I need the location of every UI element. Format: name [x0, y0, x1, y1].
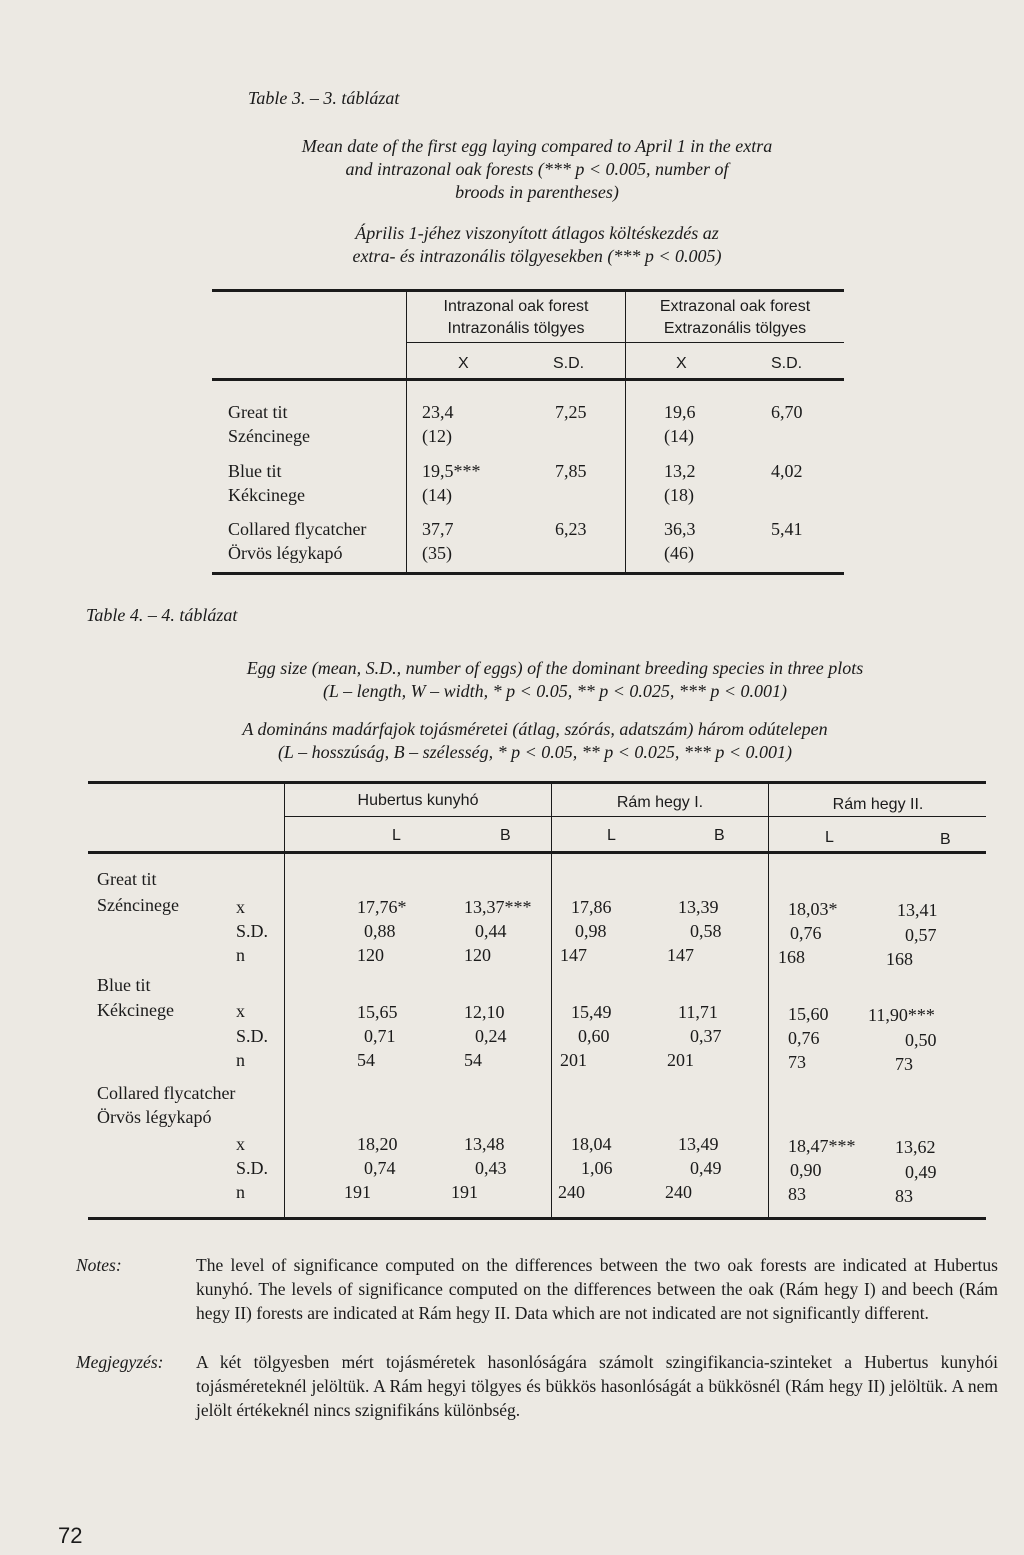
table3-cell: (14) — [664, 426, 694, 446]
table3-cell: 6,70 — [771, 402, 803, 422]
table4-cell: 17,86 — [571, 897, 612, 917]
table4-stat-label: x — [236, 1134, 245, 1154]
table4-cell: 0,90 — [790, 1160, 822, 1180]
table4-cell: 1,06 — [581, 1158, 613, 1178]
table3-species-name: Great tit — [228, 402, 288, 422]
table4-cell: 15,49 — [571, 1002, 612, 1022]
table4-cell: 13,49 — [678, 1134, 719, 1154]
table4-cell: 191 — [451, 1182, 478, 1202]
table4-cell: 13,62 — [895, 1137, 936, 1157]
table4-cell: 13,41 — [897, 900, 938, 920]
table4-cell: 168 — [778, 947, 805, 967]
table4-stat-label: x — [236, 897, 245, 917]
table4-stat-label: S.D. — [236, 1026, 269, 1046]
notes-text-en: The level of significance computed on the differences between the two oak forests are indicated at Hubertus kunyhó. The levels of significance computed on the differences between the oak (Rám hegy I) and beech (Rám hegy II) forests are indicated at Rám hegy II. Data which are not indicated are not significantly different. — [196, 1255, 998, 1323]
page-number: 72 — [58, 1523, 83, 1548]
table4-cell: 12,10 — [464, 1002, 505, 1022]
table3-cell: 7,25 — [555, 402, 587, 422]
table4-species-name: Collared flycatcher — [97, 1083, 236, 1103]
table4-caption-en: Egg size (mean, S.D., number of eggs) of the dominant breeding species in three plots (L – length, W – width, * p < 0.05, ** p < 0.025, *** p < 0.001) — [246, 658, 864, 701]
table4-stat-label: n — [236, 1182, 245, 1202]
table4-cell: 240 — [665, 1182, 692, 1202]
table3-subcol-header: S.D. — [771, 355, 803, 372]
table3-cell: (35) — [422, 543, 452, 563]
table4-col-divider — [284, 782, 285, 1218]
table4-subcol-header: B — [500, 827, 511, 844]
table3-cell: 13,2 — [664, 461, 696, 481]
table3-cell: 36,3 — [664, 519, 696, 539]
table4-cell: 18,04 — [571, 1134, 612, 1154]
table4-stat-label: x — [236, 1001, 245, 1021]
table3-cell: 7,85 — [555, 461, 587, 481]
table3-group-header: Intrazonal oak forest Intrazonális tölgyes — [443, 298, 589, 337]
table4-cell: 0,44 — [475, 921, 507, 941]
table3-caption-en: Mean date of the first egg laying compared to April 1 in the extra and intrazonal oak forests (*** p < 0.005, number of broods in parentheses) — [301, 136, 773, 202]
table4-cell: 0,88 — [364, 921, 396, 941]
table3-cell: 6,23 — [555, 519, 587, 539]
table4-species-name: Blue tit — [97, 975, 151, 995]
table4-cell: 54 — [464, 1050, 482, 1070]
table3-cell: 23,4 — [422, 402, 454, 422]
table4-cell: 13,37*** — [464, 897, 532, 917]
table4-site-header: Rám hegy I. — [616, 794, 704, 811]
table4-cell: 0,98 — [575, 921, 607, 941]
table4-col-divider — [768, 782, 769, 1218]
table4-col-divider — [551, 782, 552, 1218]
table4-cell: 147 — [667, 945, 694, 965]
table4-cell: 0,24 — [475, 1026, 507, 1046]
table4-cell: 0,50 — [905, 1030, 937, 1050]
table4-species-name: Örvös légykapó — [97, 1107, 212, 1127]
table4-header-rule — [88, 851, 986, 854]
table4-cell: 0,43 — [475, 1158, 507, 1178]
table4-subheader-rule — [284, 816, 986, 817]
table4-cell: 0,49 — [690, 1158, 722, 1178]
table4-subcol-header: B — [714, 827, 725, 844]
table4-cell: 0,76 — [788, 1028, 820, 1048]
table4-cell: 17,76* — [357, 897, 407, 917]
table4-cell: 18,47*** — [788, 1136, 856, 1156]
table3-species-name: Blue tit — [228, 461, 282, 481]
table4-cell: 201 — [667, 1050, 694, 1070]
table4-species-name: Széncinege — [97, 895, 179, 915]
notes-label-hu: Megjegyzés: — [76, 1352, 164, 1372]
table4-cell: 120 — [357, 945, 384, 965]
table3-species-name: Örvös légykapó — [228, 543, 343, 563]
table4-cell: 54 — [357, 1050, 375, 1070]
table3-subcol-header: X — [458, 355, 469, 372]
table4-subcol-header: L — [607, 827, 616, 844]
table4-cell: 13,48 — [464, 1134, 505, 1154]
table4-top-rule — [88, 781, 986, 784]
table4-cell: 18,20 — [357, 1134, 398, 1154]
table4-subcol-header: B — [940, 831, 951, 848]
table3-cell: (46) — [664, 543, 694, 563]
table4-cell: 120 — [464, 945, 491, 965]
table4-bottom-rule — [88, 1217, 986, 1220]
table3-cell: (18) — [664, 485, 694, 505]
table3-subcol-header: X — [676, 355, 687, 372]
table4-cell: 73 — [895, 1054, 913, 1074]
table3-label: Table 3. – 3. táblázat — [248, 88, 400, 108]
table4-site-header: Hubertus kunyhó — [357, 792, 479, 809]
table4-label: Table 4. – 4. táblázat — [86, 605, 238, 625]
table4-cell: 83 — [895, 1186, 913, 1206]
table4-cell: 0,74 — [364, 1158, 396, 1178]
table4-cell: 201 — [560, 1050, 587, 1070]
table4-cell: 0,60 — [578, 1026, 610, 1046]
table3-cell: 19,5*** — [422, 461, 481, 481]
table4-caption-hu: A domináns madárfajok tojásméretei (átlag, szórás, adatszám) három odútelepen (L – hosszúság, B – szélesség, * p < 0.05, ** p < 0.025, *** p < 0.001) — [242, 719, 828, 762]
table4-cell: 0,49 — [905, 1162, 937, 1182]
table3-species-name: Kékcinege — [228, 485, 305, 505]
table4-stat-label: n — [236, 945, 245, 965]
table3-cell: 4,02 — [771, 461, 803, 481]
table4-cell: 0,37 — [690, 1026, 722, 1046]
table4-cell: 18,03* — [788, 899, 838, 919]
table3-caption-hu: Április 1-jéhez viszonyított átlagos költéskezdés az extra- és intrazonális tölgyesekben (*** p < 0.005) — [352, 223, 722, 266]
table4-stat-label: S.D. — [236, 1158, 269, 1178]
table4-cell: 15,65 — [357, 1002, 398, 1022]
table4-cell: 0,76 — [790, 923, 822, 943]
table4-species-name: Great tit — [97, 869, 157, 889]
table4-cell: 13,39 — [678, 897, 719, 917]
table4-cell: 240 — [558, 1182, 585, 1202]
table3-top-rule — [212, 289, 844, 292]
table4-subcol-header: L — [825, 829, 834, 846]
table3-subcol-header: S.D. — [553, 355, 585, 372]
table4-cell: 0,57 — [905, 925, 937, 945]
table3-cell: (12) — [422, 426, 452, 446]
table3-species-name: Széncinege — [228, 426, 310, 446]
table4-cell: 0,58 — [690, 921, 722, 941]
table4-cell: 147 — [560, 945, 587, 965]
table4-stat-label: n — [236, 1050, 245, 1070]
table4-subcol-header: L — [392, 827, 401, 844]
notes-label-en: Notes: — [76, 1255, 122, 1275]
table3-header-rule — [212, 378, 844, 381]
table3-cell: 5,41 — [771, 519, 803, 539]
table4-cell: 168 — [886, 949, 913, 969]
table4-cell: 0,71 — [364, 1026, 396, 1046]
table3-bottom-rule — [212, 572, 844, 575]
table4-cell: 11,90*** — [868, 1005, 935, 1025]
table4-cell: 11,71 — [678, 1002, 718, 1022]
notes-text-hu: A két tölgyesben mért tojásméretek hasonlóságára számolt szingifikancia-szinteket a Hubertus kunyhói tojásméreteknél jelöltük. A Rám hegyi tölgyes és bükkös hasonlóságát a bükkösnél (Rám hegy II) jelöltük. A nem jelölt értékeknél nincs szignifikáns különbség. — [196, 1352, 998, 1420]
table3-cell: 37,7 — [422, 519, 454, 539]
table3-col-divider — [406, 290, 407, 573]
table3-cell: (14) — [422, 485, 452, 505]
table3-species-name: Collared flycatcher — [228, 519, 367, 539]
table4-cell: 73 — [788, 1052, 806, 1072]
table3-group-header: Extrazonal oak forest Extrazonális tölgyes — [659, 298, 811, 337]
table4-cell: 15,60 — [788, 1004, 829, 1024]
table4-stat-label: S.D. — [236, 921, 269, 941]
table4-cell: 83 — [788, 1184, 806, 1204]
table4-cell: 191 — [344, 1182, 371, 1202]
table3-cell: 19,6 — [664, 402, 696, 422]
table3-col-divider — [625, 290, 626, 573]
table4-species-name: Kékcinege — [97, 1000, 174, 1020]
table4-site-header: Rám hegy II. — [832, 796, 924, 813]
